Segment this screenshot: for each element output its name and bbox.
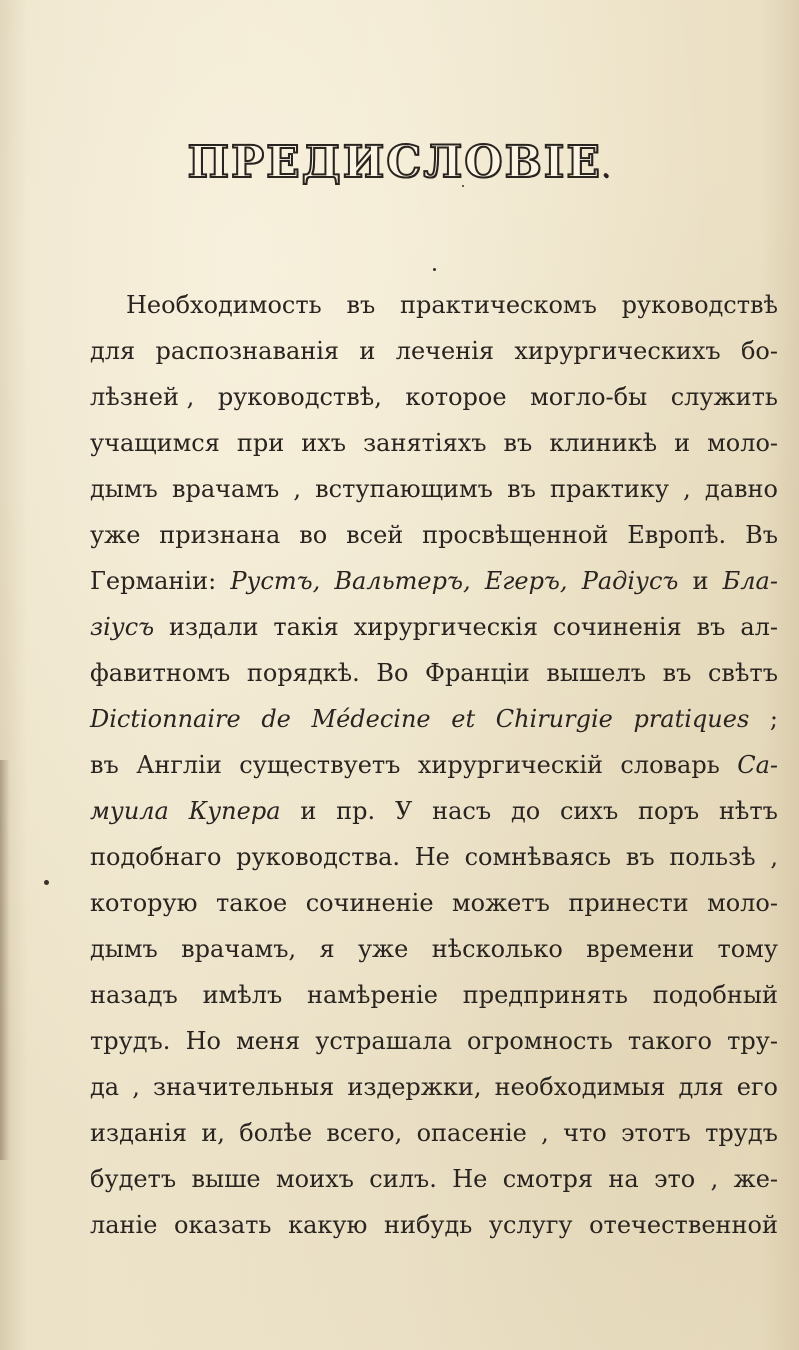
text-line <box>90 742 778 788</box>
word: трудъ. <box>90 1027 171 1055</box>
text-line <box>90 512 778 558</box>
word: такое <box>216 889 288 917</box>
word: , <box>683 475 691 503</box>
ink-speck <box>433 268 436 271</box>
text-line <box>90 788 778 834</box>
word: хирургическій <box>417 751 603 779</box>
word: нѣсколько <box>431 935 563 963</box>
text-line <box>90 926 778 972</box>
word: руководствѣ <box>621 291 778 319</box>
word: тому <box>717 935 778 963</box>
word: , <box>293 475 302 503</box>
word: болѣе <box>239 1119 313 1147</box>
word: Въ <box>745 521 778 549</box>
word: Германіи: <box>90 567 217 595</box>
word: отечественной <box>589 1211 778 1239</box>
word: издержки, <box>347 1073 482 1101</box>
word: принести <box>568 889 689 917</box>
word: въ <box>503 429 533 457</box>
word: и <box>674 429 691 457</box>
word: моихъ <box>275 1165 354 1193</box>
word: времени <box>586 935 695 963</box>
word: клиникѣ <box>549 429 658 457</box>
word: что <box>563 1119 607 1147</box>
word: необходимыя <box>494 1073 666 1101</box>
word: ихъ <box>301 429 347 457</box>
word: Европѣ. <box>627 521 727 549</box>
word: Бла- <box>722 567 778 595</box>
page-heading-dot: . <box>601 157 612 184</box>
word: Рустъ, <box>230 567 321 595</box>
text-line <box>90 1202 778 1248</box>
word: сочиненіе <box>305 889 434 917</box>
word: смотря <box>502 1165 594 1193</box>
word: ал- <box>740 613 778 641</box>
text-line <box>90 880 778 926</box>
text-line <box>90 1156 778 1202</box>
word: лѣзней , <box>90 383 195 411</box>
word: моло- <box>707 429 778 457</box>
word: Chirurgie <box>495 705 613 733</box>
text-line <box>90 558 778 604</box>
text-line <box>90 1064 778 1110</box>
word: Купера <box>188 797 281 825</box>
word: изданія <box>90 1119 187 1147</box>
word: Егеръ, <box>484 567 568 595</box>
word: врачамъ, <box>181 935 297 963</box>
text-line <box>90 1110 778 1156</box>
word: насъ <box>432 797 492 825</box>
word: такія <box>273 613 339 641</box>
word: услугу <box>488 1211 573 1239</box>
word: Не <box>452 1165 488 1193</box>
text-line <box>90 282 778 328</box>
word: свѣтъ <box>707 659 778 687</box>
word: имѣлъ <box>202 981 283 1009</box>
text-line <box>90 1018 778 1064</box>
text-line <box>90 420 778 466</box>
word: , <box>132 1073 140 1101</box>
word: опасеніе <box>416 1119 527 1147</box>
word: фавитномъ <box>90 659 231 687</box>
word: для <box>678 1073 724 1101</box>
text-line <box>90 604 778 650</box>
word: сочиненія <box>552 613 682 641</box>
word: оказать <box>174 1211 272 1239</box>
word: Médecine <box>311 705 431 733</box>
word: врачамъ <box>171 475 280 503</box>
word: для <box>90 337 136 365</box>
word: силъ. <box>369 1165 437 1193</box>
text-line <box>90 972 778 1018</box>
word: практику <box>549 475 670 503</box>
word: давно <box>704 475 778 503</box>
word: Франціи <box>425 659 530 687</box>
word: служить <box>670 383 778 411</box>
word: въ <box>90 751 119 779</box>
word: меня <box>236 1027 301 1055</box>
word: и <box>692 567 709 595</box>
word: предпринять <box>462 981 628 1009</box>
word: руководства. <box>236 843 401 871</box>
word: дымъ <box>90 475 158 503</box>
word: до <box>510 797 541 825</box>
preface-body <box>90 282 778 1248</box>
word: моло- <box>707 889 778 917</box>
word: выше <box>191 1165 261 1193</box>
text-line <box>90 650 778 696</box>
word: Но <box>185 1027 221 1055</box>
word: трудъ <box>705 1119 778 1147</box>
word: ; <box>769 705 778 733</box>
word: устрашала <box>315 1027 452 1055</box>
word: леченія <box>395 337 495 365</box>
word: порядкѣ. <box>246 659 360 687</box>
page-edge-shadow <box>0 760 10 1160</box>
text-line <box>90 834 778 880</box>
word: нибудь <box>383 1211 473 1239</box>
word: подобнаго <box>90 843 222 871</box>
word: которое <box>405 383 507 411</box>
word: какую <box>288 1211 368 1239</box>
text-line <box>90 374 778 420</box>
word: распознаванія <box>155 337 340 365</box>
word: уже <box>90 521 141 549</box>
word: Во <box>376 659 409 687</box>
word: которую <box>90 889 198 917</box>
word: хирургическія <box>353 613 538 641</box>
word: огромность <box>467 1027 613 1055</box>
word: въ <box>346 291 376 319</box>
word: ланіе <box>90 1211 158 1239</box>
word: въ <box>625 843 655 871</box>
text-line <box>90 466 778 512</box>
word: бо- <box>740 337 778 365</box>
word: существуетъ <box>239 751 401 779</box>
word: всей <box>346 521 404 549</box>
word: сомнѣваясь <box>464 843 612 871</box>
word: назадъ <box>90 981 178 1009</box>
word: руководствѣ, <box>217 383 382 411</box>
page-heading <box>0 137 799 188</box>
word: словарь <box>620 751 720 779</box>
word: и <box>300 797 317 825</box>
word: можетъ <box>451 889 550 917</box>
word: Dictionnaire <box>90 705 241 733</box>
word: Англіи <box>136 751 222 779</box>
word: въ <box>696 613 726 641</box>
word: издали <box>169 613 259 641</box>
word: пр. <box>336 797 376 825</box>
word: тру- <box>727 1027 778 1055</box>
word: Радіусъ <box>581 567 679 595</box>
word: et <box>451 705 476 733</box>
word: въ <box>662 659 692 687</box>
word: Не <box>414 843 450 871</box>
word: уже <box>357 935 409 963</box>
word: и <box>359 337 376 365</box>
word: вступающимъ <box>315 475 493 503</box>
text-line <box>90 328 778 374</box>
word: да <box>90 1073 120 1101</box>
word: дымъ <box>90 935 158 963</box>
word: вышелъ <box>546 659 646 687</box>
word: намѣреніе <box>307 981 438 1009</box>
page-heading-text: ПРЕДИСЛОВІЕ <box>187 137 602 189</box>
word: , <box>541 1119 549 1147</box>
word: de <box>261 705 291 733</box>
word: пользѣ <box>669 843 756 871</box>
word: pratiques <box>633 705 750 733</box>
word: Вальтеръ, <box>334 567 471 595</box>
word: и, <box>201 1119 225 1147</box>
word: У <box>394 797 413 825</box>
word: это <box>654 1165 696 1193</box>
word: этотъ <box>621 1119 691 1147</box>
word: практическомъ <box>400 291 597 319</box>
word: поръ <box>638 797 700 825</box>
word: муила <box>90 797 169 825</box>
word: на <box>608 1165 639 1193</box>
word: при <box>236 429 285 457</box>
word: его <box>736 1073 778 1101</box>
word: во <box>299 521 328 549</box>
word: зіусъ <box>90 613 155 641</box>
word: значительныя <box>152 1073 335 1101</box>
word: же- <box>733 1165 778 1193</box>
word: сихъ <box>559 797 619 825</box>
word: всего, <box>326 1119 403 1147</box>
ink-speck <box>44 880 49 885</box>
text-line <box>90 696 778 742</box>
word: въ <box>507 475 536 503</box>
word: учащимся <box>90 429 220 457</box>
word: подобный <box>652 981 778 1009</box>
word: я <box>319 935 335 963</box>
word: хирургическихъ <box>514 337 721 365</box>
word: Необходимость <box>126 291 322 319</box>
word: Са- <box>737 751 778 779</box>
word: , <box>710 1165 719 1193</box>
word: будетъ <box>90 1165 177 1193</box>
word: могло-бы <box>530 383 648 411</box>
word: просвѣщенной <box>422 521 609 549</box>
word: , <box>770 843 778 871</box>
word: занятіяхъ <box>363 429 487 457</box>
word: признана <box>159 521 281 549</box>
word: нѣтъ <box>718 797 778 825</box>
word: такого <box>627 1027 712 1055</box>
